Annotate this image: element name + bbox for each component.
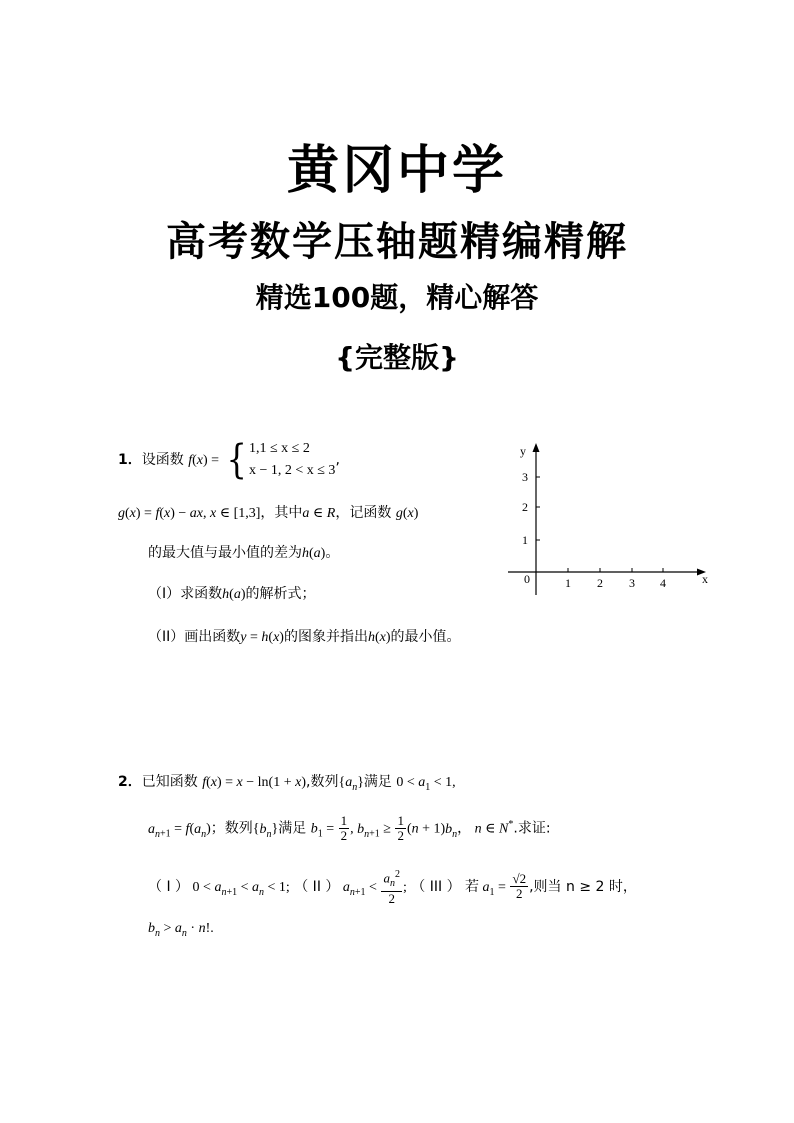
problem1-line2: g(x) = f(x) − ax, x ∈ [1,3]，其中a ∈ R，记函数 g(x) [118, 505, 419, 521]
problem1-line3: 的最大值与最小值的差为h(a)。 [148, 545, 340, 561]
problem1-part2: （II）画出函数y = h(x)的图象并指出h(x)的最小值。 [148, 629, 461, 645]
y-axis-label: y [520, 444, 526, 458]
school-title: 黄冈中学 [286, 141, 507, 201]
document-title: 高考数学压轴题精编精解 [166, 219, 628, 265]
y-tick-2: 2 [522, 500, 528, 514]
document-subtitle: 精选100题，精心解答 [255, 281, 539, 314]
y-tick-3: 3 [522, 470, 528, 484]
x-tick-3: 3 [629, 576, 635, 590]
y-tick-1: 1 [522, 533, 528, 547]
x-tick-1: 1 [565, 576, 571, 590]
problem1-part1: （I）求函数h(a)的解析式； [148, 586, 316, 602]
problem2-line3: （ I ） $0 < a_{n+1} < a_n < 1$; （ II ） $a_{n+1}$ < $\frac{a_n^2}{2}$ ; （ III ） 若 $a_1$ = $\frac{√2}{2}$ ,则当 n ≥ 2 时， [148, 869, 637, 906]
edition-label: {完整版} [335, 341, 459, 374]
x-tick-4: 4 [660, 576, 666, 590]
coordinate-axes [500, 435, 720, 605]
x-axis-label: x [702, 572, 708, 586]
problem2-line1: 2．已知函数 f(x) = x − ln(1 + x),数列$\{a_n\}$满足 $0 < a_1 < 1$, [118, 774, 456, 793]
piecewise-cases: 1,1 ≤ x ≤ 2 x − 1, 2 < x ≤ 3 [248, 441, 336, 478]
problem2-line4: $b_n > a_n \cdot n$!. [148, 921, 214, 939]
problem1-line1: 1．设函数 f(x) = { 1,1 ≤ x ≤ 2 x − 1, 2 < x ≤ 3 , [118, 437, 340, 483]
x-tick-2: 2 [597, 576, 603, 590]
origin-label: 0 [524, 572, 530, 586]
problem1-intro: 设函数 [141, 452, 184, 468]
problem2-line2: $a_{n+1} = f(a_n)$；数列$\{b_n\}$满足 $b_1$ = $\frac{1}{2}$ , $b_{n+1}$ ≥ $\frac{1}{2}$ $(n + 1)b_n$， n ∈ N*.求证: [148, 813, 551, 843]
problem1-number: 1． [118, 452, 142, 468]
problem2-number: 2． [118, 774, 142, 790]
